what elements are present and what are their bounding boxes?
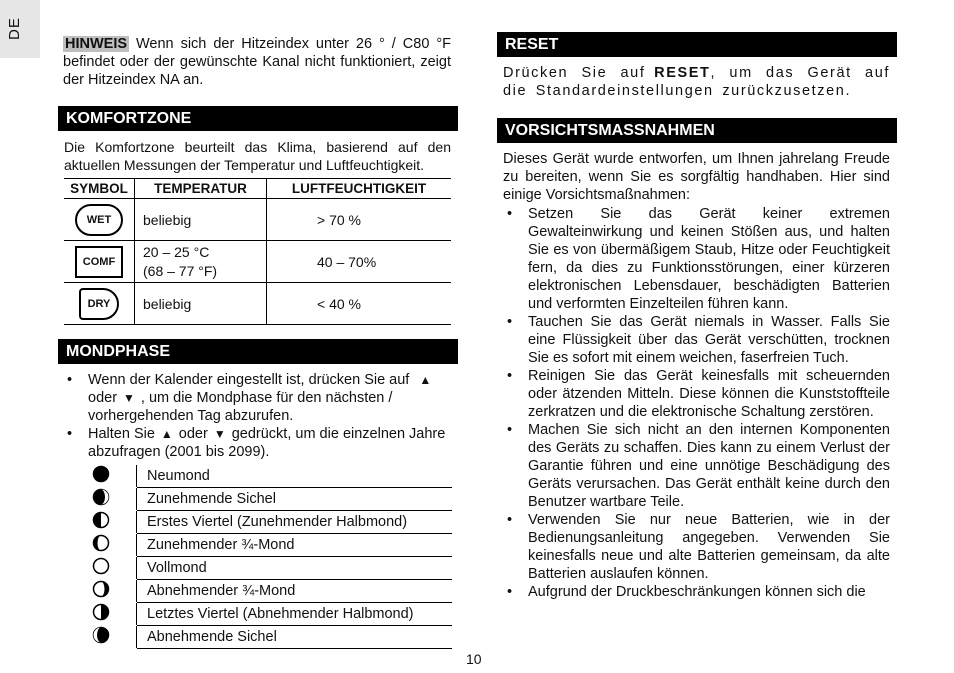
- temperature-cell: beliebig: [135, 199, 267, 241]
- last-quarter-icon: [92, 603, 110, 621]
- table-row: [66, 557, 452, 580]
- humidity-cell: < 40 %: [267, 283, 452, 325]
- reset-key: RESET: [654, 65, 711, 81]
- down-arrow-icon: ▼: [213, 427, 226, 441]
- reset-paragraph: Drücken Sie auf RESET, um das Gerät auf die Standardeinstellungen zurückzusetzen.: [503, 65, 890, 99]
- table-row: [64, 241, 451, 283]
- col-header-symbol: SYMBOL: [64, 179, 135, 199]
- temperature-cell: 20 – 25 °C: [143, 243, 210, 260]
- moon-phase-name: Zunehmende Sichel: [137, 488, 453, 511]
- col-header-humidity: LUFTFEUCHTIGKEIT: [267, 179, 452, 199]
- comfort-intro: Die Komfortzone beurteilt das Klima, basierend auf den aktuellen Messungen der Temperatur und Luftfeuchtigkeit.: [64, 139, 451, 173]
- page-number: 10: [466, 651, 482, 667]
- col-header-temperature: TEMPERATUR: [135, 179, 267, 199]
- table-row: [66, 580, 452, 603]
- up-arrow-icon: ▲: [419, 373, 432, 387]
- table-row: [64, 199, 451, 241]
- moon-phase-name: Zunehmender ¾-Mond: [137, 534, 453, 557]
- comfort-table: [64, 178, 451, 325]
- moon-phase-name: Abnehmender ¾-Mond: [137, 580, 453, 603]
- waxing-crescent-icon: [92, 488, 110, 506]
- wet-icon: WET: [75, 204, 123, 236]
- moon-phase-table: [66, 465, 452, 649]
- temperature-cell: beliebig: [135, 283, 267, 325]
- comf-icon: COMF: [75, 246, 123, 278]
- table-row: [66, 626, 452, 649]
- temperature-cell-f: (68 – 77 °F): [143, 262, 218, 279]
- humidity-cell: > 70 %: [267, 199, 452, 241]
- list-item: • Wenn der Kalender eingestellt ist, drücken Sie auf ▲oder ▼ , um die Mondphase für den nächsten / vorhergehenden Tag abzurufen.: [63, 371, 453, 425]
- list-item: • Machen Sie sich nicht an den internen Komponenten des Geräts zu schaffen. Dies kann zu einem Verlust der Garantie führen und eine unnötige Beschädigung des Geräts verursachen. Das Gerät enthält keine durch den Benutzer wartbare Teile.: [503, 421, 890, 511]
- section-title-reset: RESET: [497, 32, 897, 57]
- full-moon-icon: [92, 557, 110, 575]
- note-label: HINWEIS: [65, 36, 128, 52]
- table-row: [66, 603, 452, 626]
- note-paragraph: [63, 35, 451, 89]
- waning-gibbous-icon: [92, 580, 110, 598]
- section-title-mondphase: MONDPHASE: [58, 339, 458, 364]
- table-row: [66, 465, 452, 488]
- moon-phase-name: Erstes Viertel (Zunehmender Halbmond): [137, 511, 453, 534]
- table-row: [66, 534, 452, 557]
- table-row: [66, 511, 452, 534]
- humidity-cell: 40 – 70%: [267, 241, 452, 283]
- moon-phase-name: Neumond: [137, 465, 453, 488]
- down-arrow-icon: ▼: [123, 391, 135, 405]
- language-tab: [0, 0, 40, 58]
- moon-phase-name: Letztes Viertel (Abnehmender Halbmond): [137, 603, 453, 626]
- waning-crescent-icon: [92, 626, 110, 644]
- moon-phase-name: Abnehmende Sichel: [137, 626, 453, 649]
- dry-icon: DRY: [79, 288, 119, 320]
- waxing-gibbous-icon: [92, 534, 110, 552]
- language-label: DE: [6, 17, 23, 40]
- moon-instructions: [63, 371, 453, 461]
- note-text: Wenn sich der Hitzeindex unter 26 ° / C80 °F befindet oder der gewünschte Kanal nicht funktioniert, zeigt der Hitzeindex NA an.: [63, 36, 452, 88]
- list-item: • Reinigen Sie das Gerät keinesfalls mit scheuernden oder ätzenden Mitteln. Diese können die Kunststoffteile zerkratzen und die elektronische Schaltung zerstören.: [503, 367, 890, 421]
- list-item: • Setzen Sie das Gerät keiner extremen Gewalteinwirkung und keinen Stößen aus, und halten Sie es von übermäßigem Staub, Hitze oder Feuchtigkeit fern, da dies zu Funktionsstörungen, einer kürzeren elektronischen Lebensdauer, beschädigten Batterien und verformten Einzelteilen führen kann.: [503, 205, 890, 313]
- table-row: [64, 283, 451, 325]
- precautions-list: [503, 205, 890, 601]
- section-title-vorsichtsmassnahmen: VORSICHTSMASSNAHMEN: [497, 118, 897, 143]
- section-title-komfortzone: KOMFORTZONE: [58, 106, 458, 131]
- up-arrow-icon: ▲: [160, 427, 173, 441]
- moon-phase-name: Vollmond: [137, 557, 453, 580]
- new-moon-icon: [92, 465, 110, 483]
- list-item: • Halten Sie ▲ oder ▼ gedrückt, um die einzelnen Jahre abzufragen (2001 bis 2099).: [63, 425, 453, 461]
- list-item: • Verwenden Sie nur neue Batterien, wie in der Bedienungsanleitung angegeben. Verwenden Sie keinesfalls neue und alte Batterien gemeinsam, da alte Batterien auslaufen können.: [503, 511, 890, 583]
- list-item: • Tauchen Sie das Gerät niemals in Wasser. Falls Sie eine Flüssigkeit über das Gerät verschütten, trocknen Sie es sofort mit einem weichen, faserfreien Tuch.: [503, 313, 890, 367]
- list-item: • Aufgrund der Druckbeschränkungen können sich die: [503, 583, 890, 601]
- precautions-intro: Dieses Gerät wurde entworfen, um Ihnen jahrelang Freude zu bereiten, wenn Sie es sorgfältig handhaben. Hier sind einige Vorsichtsmaßnahmen:: [503, 151, 890, 203]
- first-quarter-icon: [92, 511, 110, 529]
- table-row: [66, 488, 452, 511]
